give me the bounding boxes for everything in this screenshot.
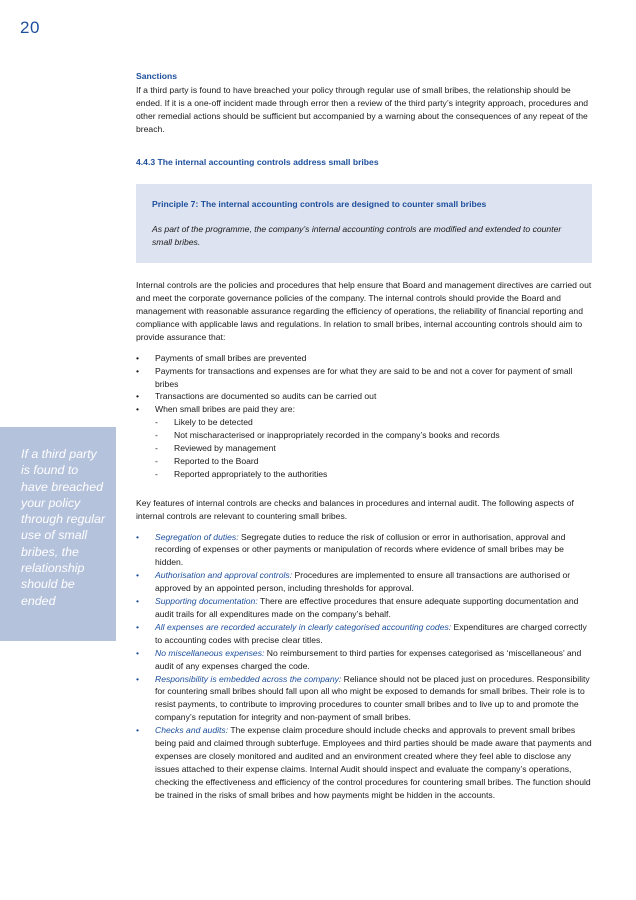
sublist-item [155,416,592,429]
feature-term: Segregation of duties: [155,531,239,542]
sublist-item [155,442,592,455]
list-item [136,403,592,480]
section-heading: 4.4.3 The internal accounting controls address small bribes [136,156,379,167]
feature-term: All expenses are recorded accurately in clearly categorised accounting codes: [155,621,452,632]
feature-text: Segregate duties to reduce the risk of collusion or error in authorisation, approval and recording of expenses or other payments or manipulation of records where evidence of small bribes may be hidden. [155,531,566,568]
feature-item [136,569,592,595]
feature-item [136,673,592,725]
feature-item [136,647,592,673]
list-item [136,390,592,403]
bullet-icon: • [136,531,140,542]
sublist-item [155,429,592,442]
dash-icon: - [155,430,158,441]
feature-term: Checks and audits: [155,725,229,736]
feature-term: Responsibility is embedded across the company: [155,673,342,684]
bullet-icon: • [136,352,140,363]
bullet-icon: • [136,596,140,607]
dash-icon: - [155,417,158,428]
feature-item [136,621,592,647]
feature-text: Reliance should not be placed just on procedures. Responsibility for countering small bribes should fall upon all who might be exposed to demands for small bribes. Their role is to resist payments, to contribute to improving procedures to counter small bribes and to live up to and promote the company’s reputation for integrity and non-payment of small bribes. [155,673,590,723]
sublist-item-text: Not mischaracterised or inappropriately recorded in the company’s books and records [174,430,500,441]
bullet-icon: • [136,647,140,658]
feature-item [136,595,592,621]
list-item-text: Payments for transactions and expenses are for what they are said to be and not a cover for payment of small bribes [155,365,573,389]
pull-quote [0,427,116,641]
feature-text: Expenditures are charged correctly to accounting codes with precise clear titles. [155,621,587,645]
sublist-item-text: Likely to be detected [174,417,253,428]
feature-term: Supporting documentation: [155,596,258,607]
principle-box [136,184,592,263]
feature-text: No reimbursement to third parties for expenses categorised as ‘miscellaneous’ and audit of any expenses charged the code. [155,647,582,671]
list-item-text: Transactions are documented so audits can be carried out [155,391,377,402]
feature-text: Procedures are implemented to ensure all transactions are authorised or approved by an appointed person, including thresholds for approval. [155,570,571,594]
assurance-list [136,352,592,481]
dash-icon: - [155,468,158,479]
dash-icon: - [155,455,158,466]
list-item-text: When small bribes are paid they are: [155,404,295,415]
principle-text: As part of the programme, the company’s internal accounting controls are modified and extended to counter small bribes. [152,224,562,248]
bullet-icon: • [136,391,140,402]
main-content [136,70,592,802]
list-item [136,352,592,365]
feature-text: The expense claim procedure should include checks and approvals to prevent small bribes being paid and claimed through subterfuge. Employees and third parties should be made aware that payments and expenses are closely monitored and audited and an environment created where they feel able to disclose any issues attached to their expense claims. Internal Audit should inspect and evaluate the company’s operations, checking the effectiveness and efficiency of the control procedures for countering small bribes. The function should be trained in the risks of small bribes and how payments might be hidden in the accounts. [155,725,592,800]
pull-quote-text: If a third party is found to have breached your policy through regular use of small bribes, the relationship should be ended [21,447,106,608]
principle-title: Principle 7: The internal accounting controls are designed to counter small bribes [152,199,487,210]
sublist-item-text: Reviewed by management [174,443,276,454]
sublist-item-text: Reported to the Board [174,455,259,466]
list-item-text: Payments of small bribes are prevented [155,352,307,363]
page-number: 20 [20,18,40,37]
sublist-item [155,455,592,468]
bullet-icon: • [136,570,140,581]
controls-intro-paragraph: Internal controls are the policies and procedures that help ensure that Board and management directives are carried out and meet the corporate governance policies of the company. The internal controls should provide the Board and management with reasonable assurance regarding the efficiency of operations, the reliability of financial reporting and compliance with applicable laws and regulations. In relation to small bribes, internal accounting controls should aim to provide assurance that: [136,280,592,342]
sanctions-paragraph: If a third party is found to have breached your policy through regular use of small bribes, the relationship should be ended. If it is a one-off incident made through error then a review of the third party’s integrity approach, procedures and other remedial actions should be sufficient but accompanied by a warning about the consequences of any repeat of the breach. [136,84,589,134]
feature-item [136,531,592,570]
feature-text: There are effective procedures that ensure adequate supporting documentation and audit trails for all expenditures made on the company’s behalf. [155,596,579,619]
bullet-icon: • [136,365,140,376]
bullet-icon: • [136,621,140,632]
sublist-item [155,468,592,481]
sublist-item-text: Reported appropriately to the authorities [174,468,328,479]
features-intro-paragraph: Key features of internal controls are checks and balances in procedures and internal audit. The following aspects of internal controls are relevant to countering small bribes. [136,497,574,521]
feature-item [136,724,592,801]
list-item [136,365,592,391]
features-list [136,531,592,802]
bullet-icon: • [136,404,140,415]
dash-icon: - [155,443,158,454]
paid-sublist [155,416,592,481]
sanctions-heading: Sanctions [136,71,178,81]
feature-term: No miscellaneous expenses: [155,647,265,658]
bullet-icon: • [136,673,140,684]
bullet-icon: • [136,725,140,736]
feature-term: Authorisation and approval controls: [155,570,293,581]
